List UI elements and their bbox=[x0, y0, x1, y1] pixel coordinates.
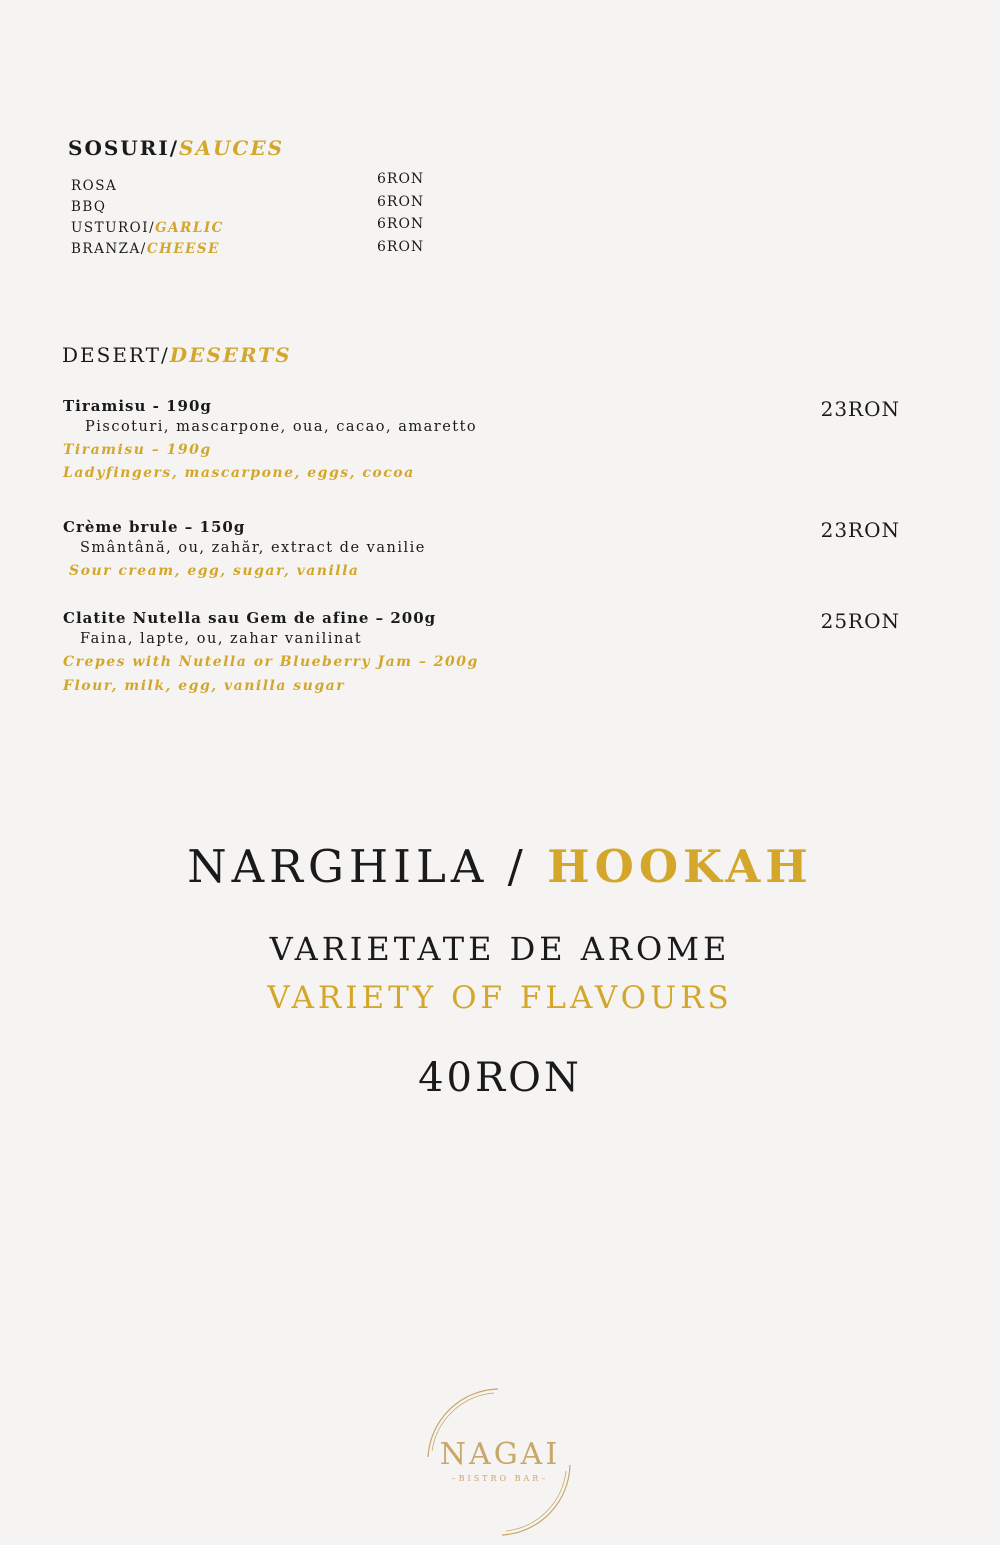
dish-description-en: Ladyfingers, mascarpone, eggs, cocoa bbox=[63, 465, 415, 481]
sauce-price: 6RON bbox=[377, 171, 425, 187]
hookah-title bbox=[0, 840, 1000, 893]
dessert-item-tiramisu bbox=[63, 396, 477, 485]
hookah-variety-ro: VARIETATE DE AROME bbox=[269, 930, 731, 968]
nagai-logo bbox=[420, 1385, 580, 1540]
desserts-heading-en: DESERTS bbox=[169, 343, 292, 367]
sauces-heading-ro: SOSURI/ bbox=[68, 136, 180, 160]
desserts-heading-ro: DESERT/ bbox=[62, 343, 170, 367]
sauce-item-garlic: USTUROI/GARLIC bbox=[71, 220, 224, 236]
dish-title: Tiramisu - 190g bbox=[63, 397, 212, 415]
sauce-item-bbq: BBQ bbox=[71, 199, 107, 215]
dessert-item-creme-brule bbox=[63, 517, 426, 583]
dish-description: Smântână, ou, zahăr, extract de vanilie bbox=[80, 540, 426, 556]
logo-name: NAGAI bbox=[439, 1437, 561, 1472]
hookah-variety-en: VARIETY OF FLAVOURS bbox=[267, 980, 733, 1016]
dish-description: Piscoturi, mascarpone, oua, cacao, amaretto bbox=[85, 419, 478, 435]
dish-description-en: Sour cream, egg, sugar, vanilla bbox=[69, 563, 360, 579]
sauce-price: 6RON bbox=[377, 239, 425, 256]
hookah-title-ro: NARGHILA / bbox=[187, 840, 548, 893]
sauce-prices-list bbox=[377, 168, 424, 259]
desserts-heading bbox=[62, 343, 292, 367]
sauces-heading-en: SAUCES bbox=[179, 136, 285, 160]
sauce-price: 6RON bbox=[377, 216, 425, 233]
dessert-price: 23RON bbox=[820, 397, 900, 421]
dessert-price: 25RON bbox=[820, 609, 900, 633]
sauce-item-cheese: BRANZA/CHEESE bbox=[71, 241, 220, 257]
logo-subtitle: –BISTRO BAR– bbox=[451, 1474, 549, 1483]
hookah-title-en: HOOKAH bbox=[547, 840, 813, 893]
sauce-names-list bbox=[71, 176, 224, 260]
dish-description: Faina, lapte, ou, zahar vanilinat bbox=[80, 631, 363, 647]
dessert-item-clatite bbox=[63, 608, 479, 698]
dish-description-en: Flour, milk, egg, vanilla sugar bbox=[63, 678, 346, 694]
dessert-price: 23RON bbox=[820, 518, 900, 542]
sauce-item-rosa: ROSA bbox=[71, 178, 118, 194]
hookah-price: 40RON bbox=[418, 1055, 582, 1101]
dish-title: Clatite Nutella sau Gem de afine – 200g bbox=[63, 609, 437, 627]
dish-title-en: Tiramisu – 190g bbox=[63, 442, 212, 458]
sauce-price: 6RON bbox=[377, 193, 425, 210]
dish-title-en: Crepes with Nutella or Blueberry Jam – 200g bbox=[63, 654, 479, 670]
dish-title: Crème brule – 150g bbox=[63, 518, 246, 536]
sauces-heading bbox=[68, 136, 284, 160]
